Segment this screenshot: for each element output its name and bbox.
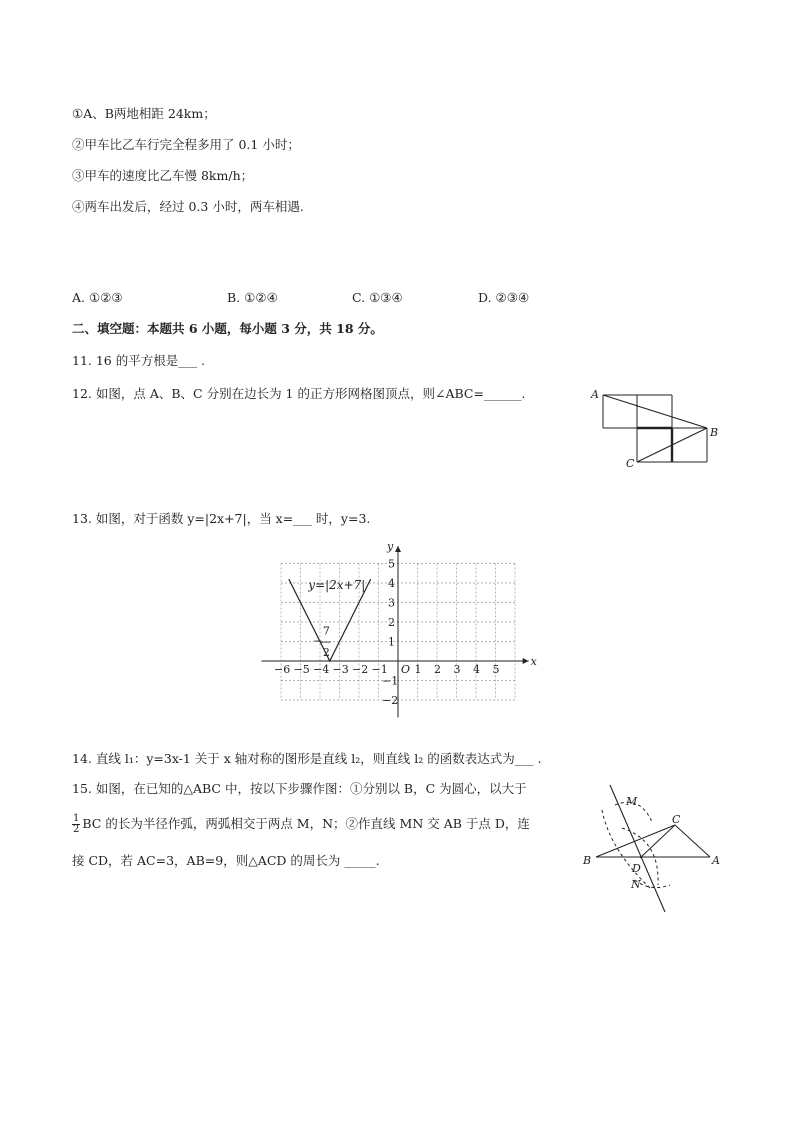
question-11: 11. 16 的平方根是___ .	[72, 353, 205, 368]
origin-label: O	[401, 663, 411, 676]
q15-label-a: A	[712, 854, 720, 867]
q12-label-a: A	[591, 388, 599, 401]
q15-label-d: D	[632, 862, 641, 875]
y-tick-label: 1	[388, 635, 395, 649]
q12-label-b: B	[710, 426, 719, 439]
vertex-minus: −	[313, 634, 323, 648]
x-tick-label: −3	[332, 663, 349, 676]
x-tick-label: −6	[274, 663, 291, 676]
vertex-denominator: 2	[322, 646, 330, 660]
y-tick-label: −2	[382, 694, 399, 707]
q13-function-graph	[270, 535, 537, 715]
question-15-line-3: 接 CD，若 AC=3，AB=9，则△ACD 的周长为 _____.	[72, 853, 380, 868]
q12-label-c: C	[626, 457, 635, 470]
x-axis-label: x	[530, 655, 537, 668]
x-axis-arrow	[523, 658, 529, 664]
y-tick-label: −1	[382, 674, 399, 688]
statement-4: ④两车出发后，经过 0.3 小时，两车相遇.	[72, 199, 304, 214]
x-tick-label: −2	[352, 663, 369, 676]
option-b: B. ①②④	[227, 290, 278, 305]
y-tick-label: 3	[388, 596, 395, 610]
y-axis-label: y	[387, 539, 394, 553]
question-13: 13. 如图，对于函数 y=|2x+7|，当 x=___ 时，y=3.	[72, 511, 371, 526]
q15-label-n: N	[631, 878, 641, 891]
fraction-one-half: $\frac{1}{2}$	[73, 813, 80, 835]
x-tick-label: −5	[293, 663, 310, 676]
question-12: 12. 如图，点 A、B、C 分别在边长为 1 的正方形网格图顶点，则∠ABC=______.	[72, 386, 526, 401]
x-tick-label: 4	[473, 663, 480, 676]
x-tick-label: 2	[434, 663, 441, 676]
x-tick-label: −4	[313, 663, 330, 676]
statement-3: ③甲车的速度比乙车慢 8km/h；	[72, 168, 254, 183]
statement-1: ①A、B两地相距 24km；	[72, 106, 216, 121]
option-a: A. ①②③	[72, 290, 123, 305]
y-tick-label: 4	[388, 577, 395, 590]
q12-grid-figure	[590, 385, 720, 470]
x-tick-label: 3	[453, 663, 461, 676]
y-tick-label: 5	[388, 557, 395, 571]
q15-label-m: M	[626, 795, 638, 808]
section-title: 二、填空题：本题共 6 小题，每小题 3 分，共 18 分。	[72, 321, 383, 336]
q15-construction-figure	[580, 780, 730, 920]
y-tick-label: 2	[388, 616, 395, 629]
vertex-numerator: 7	[322, 624, 330, 638]
option-d: D. ②③④	[478, 290, 530, 305]
option-c: C. ①③④	[352, 290, 403, 305]
x-tick-label: 1	[414, 663, 422, 676]
x-tick-label: 5	[492, 663, 500, 676]
question-15-line-2: $\frac{1}{2}$ BC 的长为半径作弧，两弧相交于两点 M，N；②作直线 MN 交 AB 于点 D，连	[73, 813, 530, 835]
function-label: y=|2x+7|	[308, 577, 366, 592]
x-tick-label: −1	[371, 663, 388, 676]
question-15-line-1: 15. 如图，在已知的△ABC 中，按以下步骤作图：①分别以 B，C 为圆心，以大于	[72, 781, 527, 796]
q15-label-b: B	[583, 854, 592, 867]
q15-label-c: C	[672, 813, 681, 826]
statement-2: ②甲车比乙车行完全程多用了 0.1 小时；	[72, 137, 300, 152]
question-14: 14. 直线 l₁：y=3x-1 关于 x 轴对称的图形是直线 l₂，则直线 l₂ 的函数表达式为___ .	[72, 751, 542, 766]
y-axis-arrow	[395, 546, 401, 552]
